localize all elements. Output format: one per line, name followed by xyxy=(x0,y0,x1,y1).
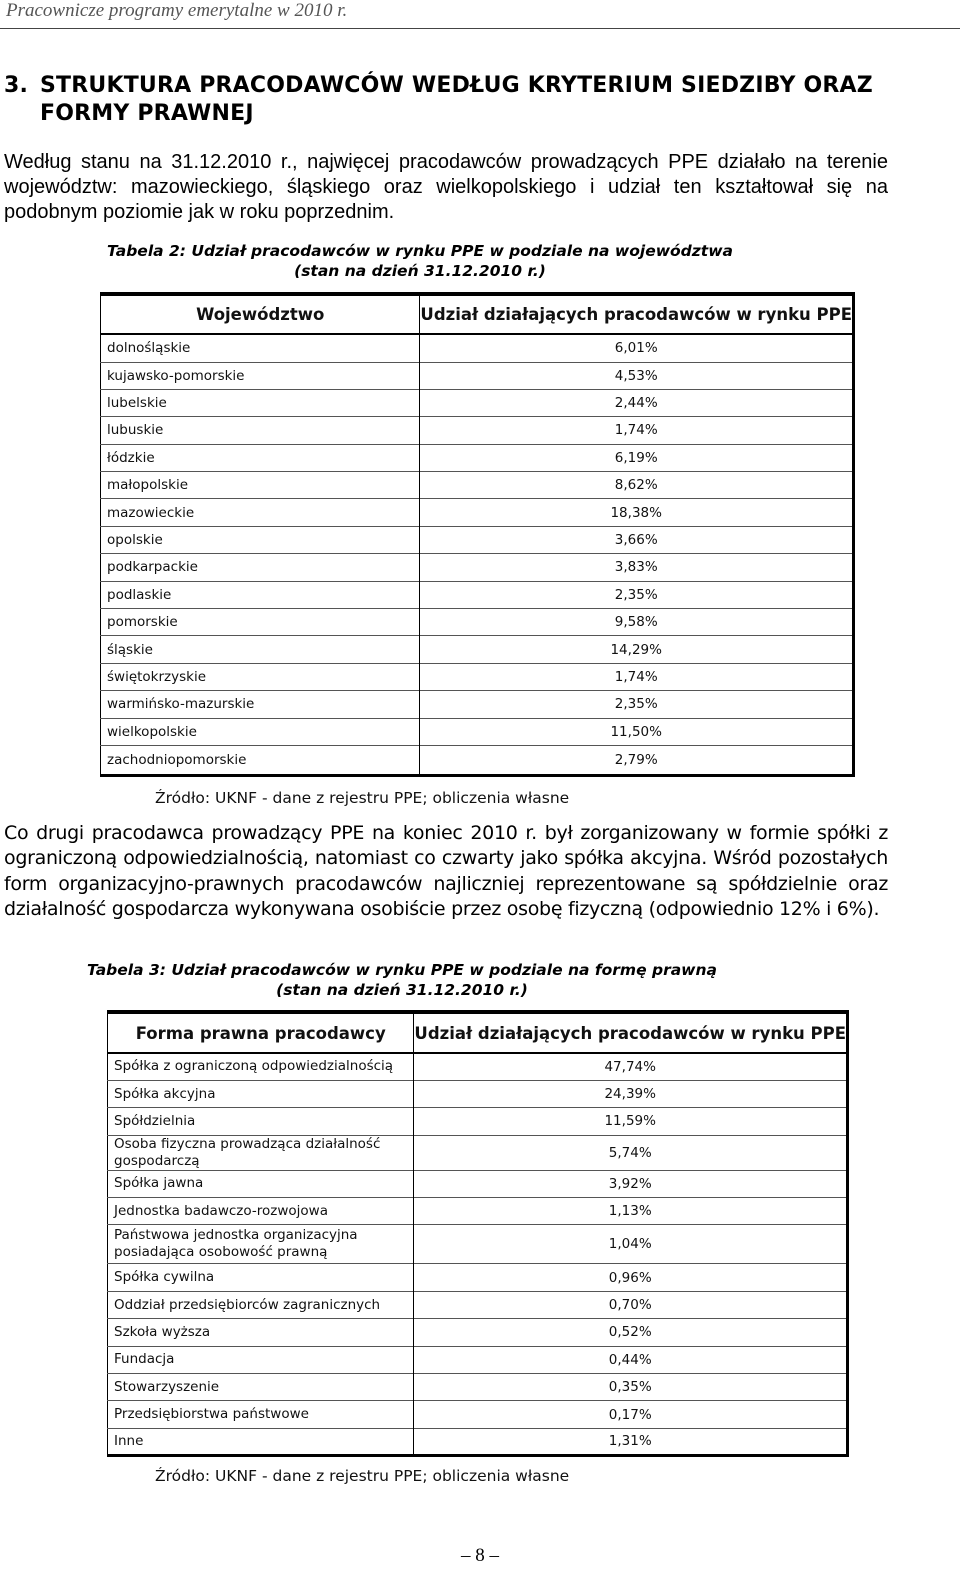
section-title-line2: FORMY PRAWNEJ xyxy=(40,101,254,126)
row-label: Państwowa jednostka organizacyjna posiadająca osobowość prawną xyxy=(108,1225,414,1264)
table1-caption-line1: Tabela 2: Udział pracodawców w rynku PPE w podziale na województwa xyxy=(107,242,733,260)
row-label: kujawsko-pomorskie xyxy=(101,362,420,389)
row-label: dolnośląskie xyxy=(101,334,420,362)
row-value: 47,74% xyxy=(604,1058,656,1075)
row-label: śląskie xyxy=(101,636,420,663)
row-value: 0,44% xyxy=(414,1346,848,1373)
row-value: 1,13% xyxy=(414,1198,848,1225)
table-row xyxy=(101,636,854,663)
row-label: opolskie xyxy=(101,526,420,553)
table-header-row xyxy=(108,1012,848,1053)
table-row xyxy=(108,1319,848,1346)
row-value: 8,62% xyxy=(420,472,854,499)
table-row xyxy=(108,1291,848,1318)
row-value: 2,35% xyxy=(420,581,854,608)
row-value: 2,79% xyxy=(420,745,854,775)
table-voivodeship-share xyxy=(100,292,855,777)
row-value: 5,74% xyxy=(414,1135,848,1170)
row-label: Przedsiębiorstwa państwowe xyxy=(108,1401,414,1428)
running-header: Pracownicze programy emerytalne w 2010 r. xyxy=(6,0,348,21)
row-label: Spółka jawna xyxy=(108,1170,414,1197)
row-value: 3,83% xyxy=(420,554,854,581)
row-value: 1,31% xyxy=(414,1428,848,1455)
section-number: 3. xyxy=(4,73,29,98)
table-row xyxy=(108,1264,848,1291)
table-legal-form-share xyxy=(107,1010,849,1457)
row-value: 18,38% xyxy=(420,499,854,526)
table-row xyxy=(108,1225,848,1264)
table-row xyxy=(108,1170,848,1197)
table-row xyxy=(108,1401,848,1428)
row-value: 2,44% xyxy=(420,389,854,416)
row-label: małopolskie xyxy=(101,472,420,499)
table-row xyxy=(108,1346,848,1373)
section-heading xyxy=(4,72,904,128)
row-value: 0,17% xyxy=(414,1401,848,1428)
row-label: świętokrzyskie xyxy=(101,663,420,690)
row-value: 14,29% xyxy=(420,636,854,663)
row-label: łódzkie xyxy=(101,444,420,471)
table-row xyxy=(101,609,854,636)
table-row xyxy=(101,718,854,745)
row-value: 6,19% xyxy=(420,444,854,471)
row-label: Spółdzielnia xyxy=(108,1108,414,1135)
table-row xyxy=(108,1080,848,1107)
row-label: Spółka akcyjna xyxy=(108,1080,414,1107)
row-label: zachodniopomorskie xyxy=(101,745,420,775)
header-divider xyxy=(0,28,960,29)
table-row xyxy=(101,499,854,526)
table-row xyxy=(101,472,854,499)
table1-source: Źródło: UKNF - dane z rejestru PPE; obliczenia własne xyxy=(155,789,570,807)
table2-body xyxy=(108,1053,848,1456)
table-row xyxy=(108,1374,848,1401)
table2-caption xyxy=(0,960,882,1000)
row-label: lubelskie xyxy=(101,389,420,416)
column-header-share: Udział działających pracodawców w rynku PPE xyxy=(420,305,852,324)
page-number: – 8 – xyxy=(461,1545,499,1566)
table-row xyxy=(101,444,854,471)
column-header-legal-form: Forma prawna pracodawcy xyxy=(108,1012,414,1053)
table-row xyxy=(108,1108,848,1135)
table-row xyxy=(108,1428,848,1455)
column-header-share: Udział działających pracodawców w rynku PPE xyxy=(414,1023,846,1043)
table-row xyxy=(101,554,854,581)
row-label: Inne xyxy=(108,1428,414,1455)
row-label: Spółka z ograniczoną odpowiedzialnością xyxy=(108,1053,414,1080)
row-value: 0,52% xyxy=(414,1319,848,1346)
row-label: wielkopolskie xyxy=(101,718,420,745)
table-row xyxy=(108,1135,848,1170)
table-row xyxy=(101,526,854,553)
table-row xyxy=(108,1053,848,1080)
table1-body xyxy=(101,334,854,775)
table-row xyxy=(101,334,854,362)
row-value: 0,70% xyxy=(414,1291,848,1318)
row-value: 2,35% xyxy=(420,691,854,718)
row-label: Spółka cywilna xyxy=(108,1264,414,1291)
row-label: podkarpackie xyxy=(101,554,420,581)
row-label: Fundacja xyxy=(108,1346,414,1373)
paragraph-intro: Według stanu na 31.12.2010 r., najwięcej pracodawców prowadzących PPE działało na terenie województw: mazowieckiego, śląskiego oraz wielkopolskiego i udział ten kształtował się na podobnym poziomie jak w roku poprzednim. xyxy=(4,151,888,223)
row-value: 6,01% xyxy=(614,340,658,357)
column-header-voivodeship: Województwo xyxy=(101,294,420,334)
row-label: podlaskie xyxy=(101,581,420,608)
row-value: 1,04% xyxy=(414,1225,848,1264)
row-value: 4,53% xyxy=(420,362,854,389)
row-label: mazowieckie xyxy=(101,499,420,526)
row-value: 0,35% xyxy=(414,1374,848,1401)
row-label: Szkoła wyższa xyxy=(108,1319,414,1346)
table-header-row xyxy=(101,294,854,334)
table-row xyxy=(101,417,854,444)
row-label: Oddział przedsiębiorców zagranicznych xyxy=(108,1291,414,1318)
row-value: 24,39% xyxy=(414,1080,848,1107)
table-row xyxy=(108,1198,848,1225)
row-label: Jednostka badawczo-rozwojowa xyxy=(108,1198,414,1225)
table-row xyxy=(101,362,854,389)
row-label: lubuskie xyxy=(101,417,420,444)
table1-caption-line2: (stan na dzień 31.12.2010 r.) xyxy=(294,262,546,280)
table-row xyxy=(101,581,854,608)
row-label: warmińsko-mazurskie xyxy=(101,691,420,718)
table-row xyxy=(101,691,854,718)
row-label: pomorskie xyxy=(101,609,420,636)
table-row xyxy=(101,389,854,416)
row-value: 0,96% xyxy=(414,1264,848,1291)
table-row xyxy=(101,745,854,775)
table2-source: Źródło: UKNF - dane z rejestru PPE; obliczenia własne xyxy=(155,1467,570,1485)
table2-caption-line1: Tabela 3: Udział pracodawców w rynku PPE w podziale na formę prawną xyxy=(86,961,717,979)
table-row xyxy=(101,663,854,690)
table1-caption xyxy=(0,241,900,281)
paragraph-legal-forms: Co drugi pracodawca prowadzący PPE na koniec 2010 r. był zorganizowany w formie spółki z ograniczoną odpowiedzialnością, natomiast co czwarty jako spółka akcyjna. Wśród pozostałych form organizacyjno-prawnych pracodawców najliczniej reprezentowane są spółdzielnie oraz działalność gospodarcza wykonywana osobiście przez osobę fizyczną (odpowiednio 12% i 6%). xyxy=(4,822,888,921)
row-value: 11,59% xyxy=(414,1108,848,1135)
row-label: Stowarzyszenie xyxy=(108,1374,414,1401)
section-title-line1: STRUKTURA PRACODAWCÓW WEDŁUG KRYTERIUM SIEDZIBY ORAZ xyxy=(40,73,873,98)
row-value: 3,92% xyxy=(414,1170,848,1197)
row-value: 3,66% xyxy=(420,526,854,553)
row-value: 1,74% xyxy=(420,417,854,444)
table2-caption-line2: (stan na dzień 31.12.2010 r.) xyxy=(276,981,528,999)
row-label: Osoba fizyczna prowadząca działalność gospodarczą xyxy=(108,1135,414,1170)
row-value: 11,50% xyxy=(420,718,854,745)
row-value: 9,58% xyxy=(420,609,854,636)
row-value: 1,74% xyxy=(420,663,854,690)
